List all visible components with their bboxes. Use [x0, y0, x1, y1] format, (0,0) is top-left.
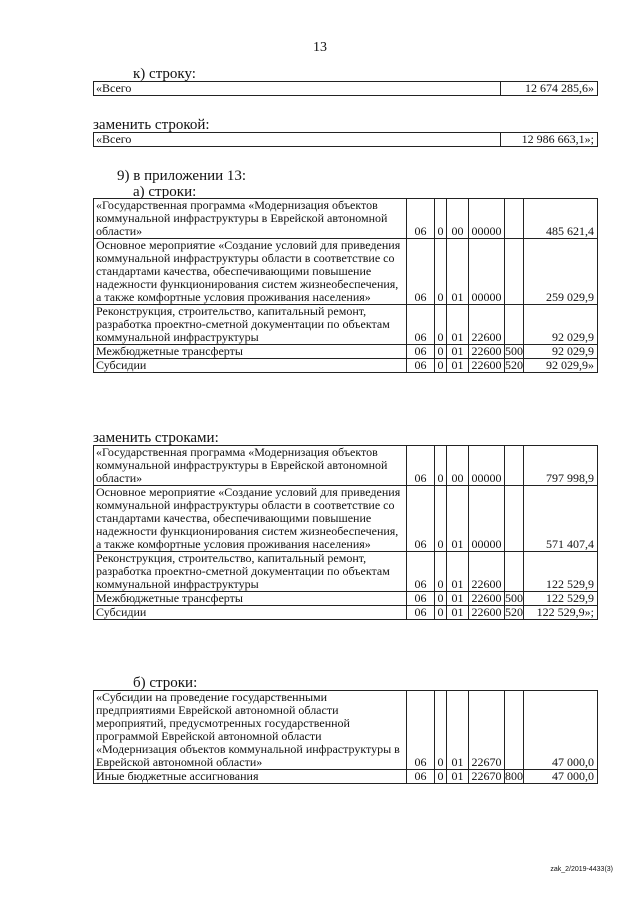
code-main: 01 — [447, 345, 469, 359]
table-row — [94, 691, 598, 770]
table-row — [94, 345, 598, 359]
row-name: Межбюджетные трансферты — [94, 345, 407, 359]
code-main: 01 — [447, 691, 469, 770]
row-value: 92 029,9 — [524, 345, 598, 359]
code-direction: 22600 — [469, 592, 505, 606]
row-name: «Всего — [94, 133, 501, 147]
code-direction: 00000 — [469, 446, 505, 486]
code-type — [505, 446, 524, 486]
a-table — [93, 198, 598, 373]
row-name: Основное мероприятие «Создание условий для приведения коммунальной инфраструктуры области в соответствие со стандартами качества, обеспечивающими повышение надежности функционирования систем жизнеобеспечения, а также комфортные условия проживания населения» — [94, 486, 407, 552]
row-name: «Государственная программа «Модернизация объектов коммунальной инфраструктуры в Еврейской автономной области» — [94, 199, 407, 239]
code-sub: 0 — [435, 606, 447, 620]
row-value: 122 529,9»; — [524, 606, 598, 620]
code-program: 06 — [407, 239, 435, 305]
a-heading: а) строки: — [133, 184, 197, 200]
table-row — [94, 239, 598, 305]
new-table — [93, 445, 598, 620]
k-replace-heading: заменить строкой: — [93, 117, 210, 133]
row-value: 485 621,4 — [524, 199, 598, 239]
row-value: 571 407,4 — [524, 486, 598, 552]
row-name: «Субсидии на проведение государственными предприятиями Еврейской автономной области мероприятий, предусмотренных государственной программой Еврейской автономной области «Модернизация объектов коммунальной инфраструктуры в Еврейской автономной области» — [94, 691, 407, 770]
code-program: 06 — [407, 486, 435, 552]
code-type — [505, 486, 524, 552]
code-program: 06 — [407, 345, 435, 359]
code-type: 520 — [505, 358, 523, 372]
table-row — [94, 592, 598, 606]
k-heading: к) строку: — [133, 66, 196, 82]
row-value: 122 529,9 — [524, 552, 598, 592]
code-main: 01 — [447, 359, 469, 373]
code-program: 06 — [407, 606, 435, 620]
code-main: 01 — [447, 305, 469, 345]
row-name: Реконструкция, строительство, капитальный ремонт, разработка проектно-сметной документации по объектам коммунальной инфраструктуры — [94, 305, 407, 345]
code-sub: 0 — [435, 199, 447, 239]
code-program: 06 — [407, 305, 435, 345]
code-direction: 22670 — [469, 770, 505, 784]
row-value: 47 000,0 — [524, 691, 598, 770]
code-main: 01 — [447, 606, 469, 620]
code-direction: 00000 — [469, 486, 505, 552]
code-main: 01 — [447, 239, 469, 305]
code-sub: 0 — [435, 239, 447, 305]
row-name: Межбюджетные трансферты — [94, 592, 407, 606]
code-sub: 0 — [435, 345, 447, 359]
code-sub: 0 — [435, 770, 447, 784]
page-number: 13 — [313, 40, 327, 55]
code-direction: 22600 — [469, 305, 505, 345]
b-table — [93, 690, 598, 784]
table-row — [94, 606, 598, 620]
code-program: 06 — [407, 552, 435, 592]
code-type: 800 — [505, 769, 523, 783]
code-program: 06 — [407, 592, 435, 606]
code-main: 01 — [447, 592, 469, 606]
code-direction: 22600 — [469, 606, 505, 620]
code-main: 00 — [447, 199, 469, 239]
replace-heading: заменить строками: — [93, 430, 219, 446]
row-value: 797 998,9 — [524, 446, 598, 486]
table-row — [94, 133, 598, 147]
code-program: 06 — [407, 691, 435, 770]
code-direction: 00000 — [469, 199, 505, 239]
code-program: 06 — [407, 770, 435, 784]
code-main: 00 — [447, 446, 469, 486]
code-sub: 0 — [435, 552, 447, 592]
code-type: 500 — [505, 344, 523, 358]
code-direction: 22600 — [469, 359, 505, 373]
table-row — [94, 770, 598, 784]
code-type — [505, 199, 524, 239]
table-row — [94, 199, 598, 239]
k-table — [93, 81, 598, 96]
row-name: «Государственная программа «Модернизация объектов коммунальной инфраструктуры в Еврейской автономной области» — [94, 446, 407, 486]
code-direction: 00000 — [469, 239, 505, 305]
code-main: 01 — [447, 770, 469, 784]
code-program: 06 — [407, 446, 435, 486]
code-sub: 0 — [435, 359, 447, 373]
code-sub: 0 — [435, 592, 447, 606]
code-sub: 0 — [435, 305, 447, 345]
code-direction: 22670 — [469, 691, 505, 770]
code-sub: 0 — [435, 486, 447, 552]
row-name: Основное мероприятие «Создание условий для приведения коммунальной инфраструктуры области в соответствие со стандартами качества, обеспечивающими повышение надежности функционирования систем жизнеобеспечения, а также комфортные условия проживания населения» — [94, 239, 407, 305]
code-program: 06 — [407, 199, 435, 239]
table-row — [94, 486, 598, 552]
b-heading: б) строки: — [133, 675, 198, 691]
k-new-table — [93, 132, 598, 147]
table-row — [94, 305, 598, 345]
row-name: Реконструкция, строительство, капитальный ремонт, разработка проектно-сметной документации по объектам коммунальной инфраструктуры — [94, 552, 407, 592]
row-value: 92 029,9» — [524, 359, 598, 373]
code-type — [505, 305, 524, 345]
code-main: 01 — [447, 552, 469, 592]
row-name: Субсидии — [94, 359, 407, 373]
code-sub: 0 — [435, 446, 447, 486]
code-direction: 22600 — [469, 345, 505, 359]
table-row — [94, 359, 598, 373]
code-sub: 0 — [435, 691, 447, 770]
table-row — [94, 446, 598, 486]
row-value: 259 029,9 — [524, 239, 598, 305]
code-type — [505, 691, 524, 770]
code-type — [505, 239, 524, 305]
code-type — [505, 552, 524, 592]
document-code: zak_2/2019-4433(3) — [550, 866, 613, 873]
row-value: 92 029,9 — [524, 305, 598, 345]
code-main: 01 — [447, 486, 469, 552]
table-row — [94, 82, 598, 96]
code-type: 520 — [505, 605, 523, 619]
row-name: «Всего — [94, 82, 501, 96]
code-program: 06 — [407, 359, 435, 373]
row-name: Иные бюджетные ассигнования — [94, 770, 407, 784]
row-value: 12 986 663,1»; — [501, 133, 598, 147]
row-value: 47 000,0 — [524, 770, 598, 784]
row-name: Субсидии — [94, 606, 407, 620]
item9-heading: 9) в приложении 13: — [117, 168, 247, 184]
code-type: 500 — [505, 591, 523, 605]
table-row — [94, 552, 598, 592]
row-value: 122 529,9 — [524, 592, 598, 606]
row-value: 12 674 285,6» — [501, 82, 598, 96]
code-direction: 22600 — [469, 552, 505, 592]
